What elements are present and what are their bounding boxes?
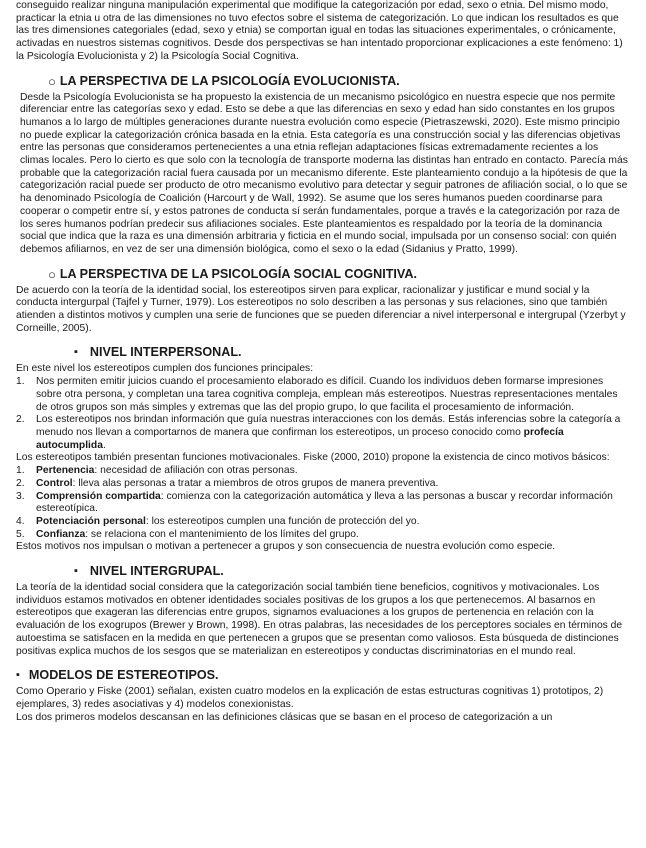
motive-desc: : lleva alas personas a tratar a miembros de otros grupos de manera preventiva. [72,477,439,489]
list-item-text: Los estereotipos nos brindan información que guía nuestras interacciones con los demás. Estás inferencias sobre la categoría a menudo nos llevan a comportarnos de manera que confirman los estereotipos, un proceso conocido como [36,414,621,438]
motive-desc: : los estereotipos cumplen una función de protección del yo. [145,515,420,527]
square-bullet-icon: ▪ [74,565,78,578]
interpersonal-functions-list [16,376,630,452]
intergrupal-paragraph: La teoría de la identidad social considera que la categorización social también tiene beneficios, cognitivos y motivacionales. Los individuos estamos motivados en obtener identidades sociales positivas de los grupos a los que pertenecemos. Al basarnos en estereotipos que exageran las diferencias entre grupos, signamos evaluaciones a los grupos de pertenencia en relación con la evaluación de los exogrupos (Brewer y Brown, 1998). En otras palabras, las necesidades de los perceptores sociales en términos de autoestima se satisfacen en la medida en que pertenecen a grupos que se presentan como valiosos. Esta búsqueda de distinciones positivas explica muchos de los sesgos que se materializan en estereotipos y conductas discriminatorias en el mundo real. [16,582,623,657]
list-item [16,491,630,516]
list-item-number: 1. [16,465,25,477]
list-item-number: 1. [16,376,25,388]
modelos-paragraph-1: Como Operario y Fiske (2001) señalan, existen cuatro modelos en la explicación de estas estructuras cognitivas 1) prototipos, 2) ejemplares, 3) redes asociativas y 4) modelos conexionistas. [16,686,604,710]
list-item-number: 5. [16,528,25,540]
heading-modelos-text: MODELOS DE ESTEREOTIPOS. [28,668,219,683]
hollow-circle-bullet-icon: ○ [48,73,56,89]
motive-term: Control [36,477,73,489]
motives-lead: Los estereotipos también presentan funciones motivacionales. Fiske (2000, 2010) propone la existencia de cinco motivos básicos: [16,452,610,464]
list-item-tail: . [102,439,106,451]
motive-term: Comprensión compartida [36,490,161,502]
motive-desc: : comienza con la categorización automática y lleva a las personas a buscar y recordar información estereotípica. [36,490,613,515]
heading-interpersonal-text: NIVEL INTERPERSONAL. [89,345,242,360]
modelos-paragraph-2: Los dos primeros modelos descansan en las definiciones clásicas que se basan en el proceso de categorización a un [16,711,553,723]
heading-interpersonal [16,345,630,360]
motive-term: Potenciación personal [36,515,146,527]
heading-intergrupal-text: NIVEL INTERGRUPAL. [89,564,224,579]
square-bullet-icon: ▪ [16,669,20,682]
list-item-bold-term: profecía autocumplida [36,426,564,451]
list-item [16,529,630,542]
square-bullet-icon: ▪ [74,346,78,359]
list-item-text: Nos permiten emitir juicios cuando el procesamiento elaborado es difícil. Cuando los individuos deben formarse impresiones sobre otra persona, y completan una tarea cognitiva compleja, emplean más estereotipos. Nuestras representaciones mentales de otros grupos son más simples y extremas que las del propio grupo, lo que facilita el procesamiento de información. [36,376,618,413]
heading-evolucionista [16,74,630,89]
interpersonal-lead: En este nivel los estereotipos cumplen dos funciones principales: [16,363,314,375]
list-item-number: 4. [16,515,25,527]
intro-paragraph: conseguido realizar ninguna manipulación experimental que modifique la categorización por edad, sexo o etnia. Del mismo modo, practicar la etnia u otra de las dimensiones no tuvo efectos sobre el sistema de categorización. Lo que indican los resultados es que las tres dimensiones categoriales (edad, sexo y etnia) se comportan igual en todas las situaciones experimentales, o crónicamente, activadas en nuestros sistemas cognitivos. Desde dos perspectivas se han intentado proporcionar explicaciones a este fenómeno: 1) la Psicología Evolucionista y 2) la Psicología Social Cognitiva. [16,0,623,62]
list-item [16,465,630,478]
motive-desc: : necesidad de afiliación con otras personas. [94,465,298,477]
heading-intergrupal [16,564,630,579]
heading-social-cognitiva-text: LA PERSPECTIVA DE LA PSICOLOGÍA SOCIAL COGNITIVA. [59,266,417,281]
hollow-circle-bullet-icon: ○ [48,266,56,282]
list-item-number: 3. [16,490,25,502]
list-item-number: 2. [16,414,25,426]
heading-social-cognitiva [16,267,630,282]
list-item [16,516,630,529]
list-item [16,414,630,452]
heading-evolucionista-text: LA PERSPECTIVA DE LA PSICOLOGÍA EVOLUCIONISTA. [59,73,400,88]
motive-term: Pertenencia [36,465,95,477]
heading-modelos [16,668,630,683]
motive-term: Confianza [36,528,86,540]
list-item [16,478,630,491]
evolucionista-paragraph: Desde la Psicología Evolucionista se ha propuesto la existencia de un mecanismo psicológico en nuestra especie que nos permite diferenciar entre las categorías sexo y edad. Esto se debe a que las diferencias en sexo y edad han sido constantes en los grupos humanos a lo largo de múltiples generaciones durante nuestra evolución como especie (Pietraszewski, 2020). Este mismo principio no puede explicar la categorización crónica basada en la etnia. Esta categoría es una construcción social y las diferencias objetivas entre las personas que consideramos pertenecientes a una etnia reflejan adaptaciones físicas extremadamente recientes a los climas locales. Pero lo cierto es que solo con la tecnología de transporte moderna las distintas han entrado en contacto. Parecía más probable que la categorización racial fuera causada por un mecanismo diferente. Este planteamiento condujo a la hipótesis de que la categorización racial puede ser producto de otro mecanismo evolutivo para detectar y seguir patrones de afiliación social, o lo que se ha denominado Psicología de Coalición (Harcourt y de Wall, 1992). Se asume que los seres humanos pueden coordinarse para cooperar o competir entre sí, y estos patrones de conducta sí serán fundamentales, porque a través e la categorización por raza de los seres humanos podrían predecir sus afiliaciones sociales. Este planteamientos es respaldado por la teoría de la dominancia social que indica que la raza es una dimensión arbitraria y ficticia en el mundo social, impulsada por un consenso social: con quién debemos afiliarnos, en vez de ser una dimensión biológica, como el sexo o la edad (Sidanius y Pratto, 1999). [20,91,628,255]
list-item-number: 2. [16,477,25,489]
motive-desc: : se relaciona con el mantenimiento de los límites del grupo. [85,528,359,540]
list-item [16,376,630,414]
interpersonal-closing: Estos motivos nos impulsan o motivan a pertenecer a grupos y son consecuencia de nuestra evolución como especie. [16,541,556,553]
social-cognitiva-paragraph: De acuerdo con la teoría de la identidad social, los estereotipos sirven para explicar, racionalizar y justificar e mund social y la conducta intergurpal (Tajfel y Turner, 1979). Los estereotipos no solo describen a las personas y sus relaciones, sino que también atienden a distintos motivos y cumplen una serie de funciones que se pueden diferenciar a nivel interpersonal e intergrupal (Yzerbyt y Corneille, 2005). [16,284,626,334]
motives-list [16,465,630,541]
